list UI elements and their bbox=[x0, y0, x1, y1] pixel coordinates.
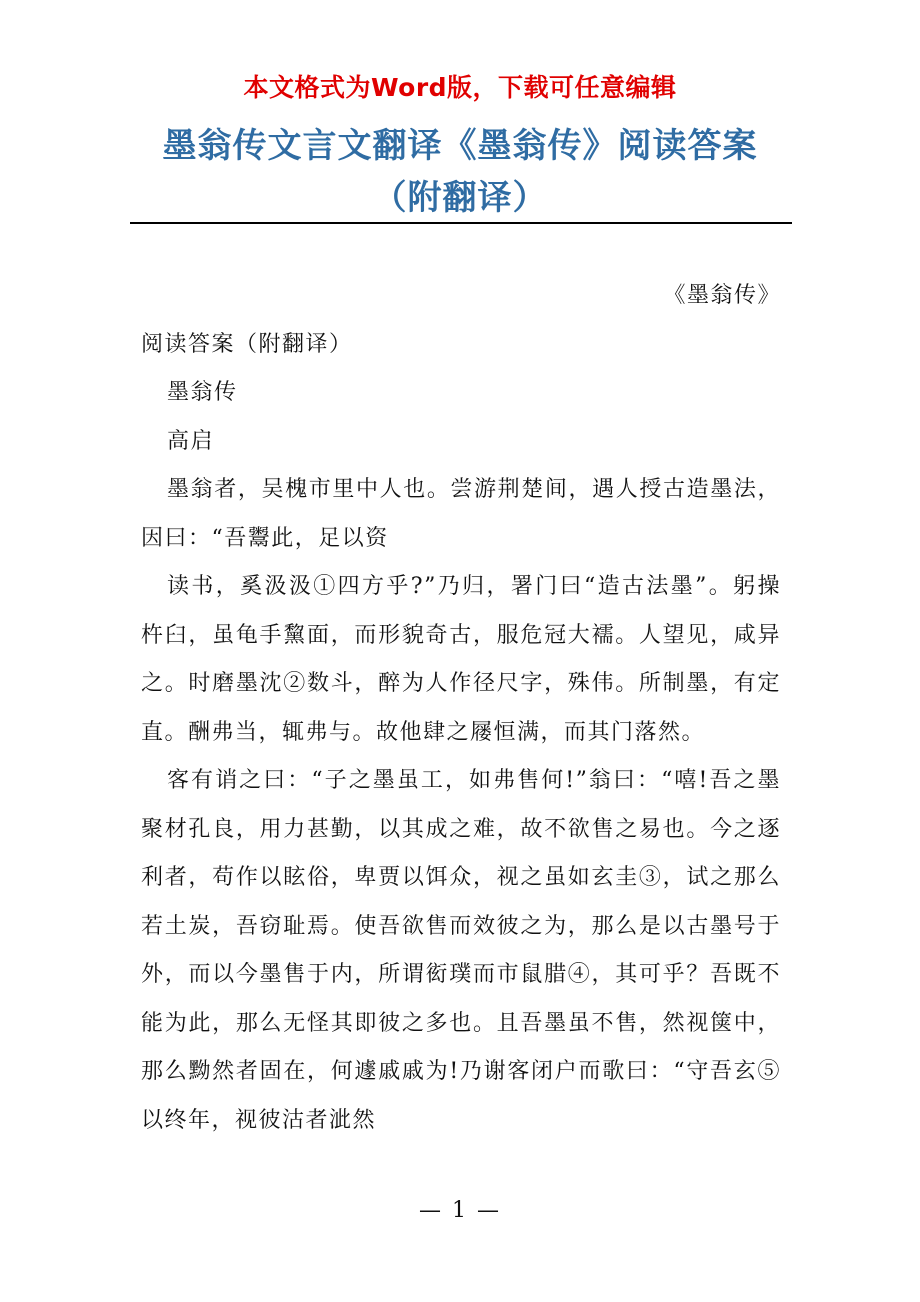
author-name: 高启 bbox=[167, 428, 215, 454]
document-title bbox=[0, 120, 920, 224]
document-body bbox=[141, 272, 781, 1145]
title-line-2: （附翻译） bbox=[372, 178, 548, 218]
essay-title: 墨翁传 bbox=[167, 380, 238, 405]
body-paragraph: 读书，奚汲汲①四方乎?”乃归，署门曰“造古法墨”。躬操杵臼，虽龟手黧面，而形貌奇古，服危冠大襦。人望见，咸异之。时磨墨沈②数斗，醉为人作径尺字，殊伟。所制墨，有定直。酬弗当，辄弗与。故他肆之屦恒满，而其门落然。 bbox=[141, 574, 781, 745]
subtitle-paragraph: 阅读答案（附翻译） bbox=[141, 331, 353, 357]
title-divider bbox=[130, 222, 792, 224]
title-line-1: 墨翁传文言文翻译《墨翁传》阅读答案 bbox=[162, 126, 758, 166]
format-banner: 本文格式为Word版，下载可任意编辑 bbox=[243, 73, 677, 102]
body-paragraph: 墨翁者，吴槐市里中人也。尝游荆楚间，遇人授古造墨法，因曰：“吾鬻此，足以资 bbox=[141, 477, 781, 551]
source-title: 《墨翁传》 bbox=[663, 283, 781, 308]
page-number: — 1 — bbox=[419, 1198, 501, 1223]
body-paragraph: 客有诮之曰：“子之墨虽工，如弗售何!”翁曰：“嘻!吾之墨聚材孔良，用力甚勤，以其成之难，故不欲售之易也。今之逐利者，苟作以眩俗，卑贾以饵众，视之虽如玄圭③，试之那么若土炭，吾窃耻焉。使吾欲售而效彼之为，那么是以古墨号于外，而以今墨售于内，所谓衒璞而市鼠腊④，其可乎？吾既不能为此，那么无怪其即彼之多也。且吾墨虽不售，然视箧中，那么黝然者固在，何遽戚戚为!乃谢客闭户而歌曰：“守吾玄⑤以终年，视彼沽者泚然 bbox=[141, 768, 781, 1133]
